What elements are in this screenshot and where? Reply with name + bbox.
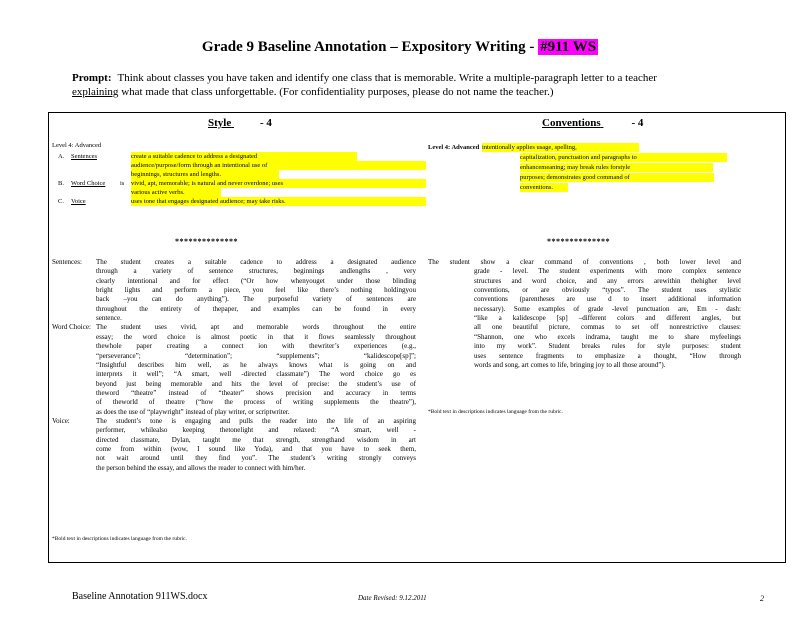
title-tag: #911 WS <box>540 39 597 55</box>
left-bold-note: *Bold text in descriptions indicates language from the rubric. <box>52 536 187 542</box>
conventions-header-label: Conventions <box>542 117 601 129</box>
voice-line-3: directed classmate, Dylan, taught me that strength, strengthand wisdom in art <box>96 435 416 444</box>
conventions-analysis <box>428 258 744 418</box>
conventions-analysis-line-4: conventions, or are obviously “typos”. The student uses stylistic <box>474 286 741 295</box>
conventions-line-5: conventions. <box>520 183 568 192</box>
style-rubric <box>52 141 432 221</box>
voice-line-2: performer, whilealso keeping thetonelight and relaxed: “A smart, well - <box>96 426 416 435</box>
title-main: Grade 9 Baseline Annotation – Expository Writing - <box>201 39 539 55</box>
conventions-analysis-line-12: words and song, art comes to life, bringing joy to all those around”). <box>474 360 666 369</box>
sentences-line-4: bright lights and perform a piece, you feel like there’s nothing holdingyou <box>96 286 416 295</box>
conventions-analysis-line-2: grade - level. The student experiments with more complex sentence <box>474 267 741 276</box>
style-b-line-2: various active verbs. <box>131 188 221 197</box>
style-a-name: Sentences <box>71 153 97 160</box>
footer-filename: Baseline Annotation 911WS.docx <box>72 591 208 602</box>
right-bold-note: *Bold text in descriptions indicates language from the rubric. <box>428 409 563 415</box>
style-analysis <box>52 258 416 548</box>
conventions-line-4: purposes; demonstrates good command of <box>520 173 714 182</box>
style-a-line-3: beginnings, structures and lengths. <box>131 170 279 179</box>
conventions-line-3: enhancemeaning; may break rules forstyle <box>520 163 713 172</box>
sentences-line-2: through a variety of sentence structures, beginnings andlengths , very <box>96 267 416 276</box>
style-b-name: Word Choice <box>71 180 106 187</box>
word-choice-line-3: thewhole paper creating a connect ion with thewriter’s experiences (e.g., <box>96 342 416 351</box>
word-choice-line-8: theword “theatre” instead of “theater” shows precision and accuracy in terms <box>96 388 416 397</box>
conventions-analysis-line-9: “Shannon, one who excels indrama, taught me to share myfeelings <box>474 332 741 341</box>
conventions-header-underline <box>601 117 629 129</box>
conventions-analysis-line-3: structures and word choice, and any errors arewithin thehigher level <box>474 276 741 285</box>
voice-line-6: the person behind the essay, and allows the reader to connect with him/her. <box>96 463 306 472</box>
style-c-name: Voice <box>71 198 86 205</box>
style-level: Level 4: Advanced <box>52 142 102 149</box>
conventions-header <box>542 117 643 129</box>
sentences-line-7: sentence. <box>96 314 122 323</box>
conventions-rubric <box>428 141 748 201</box>
conventions-level: Level 4: Advanced <box>428 144 480 151</box>
style-a-label: A. <box>58 153 65 160</box>
word-choice-line-9: of theworld of theatre (“how the process of writing supplements the theatre”), <box>96 398 416 407</box>
voice-line-5: not wait around until they find you”. The student’s writing strongly conveys <box>96 454 416 463</box>
conventions-header-score: - 4 <box>628 117 644 129</box>
conventions-analysis-line-1: The student show a clear command of conventions , both lower level and <box>428 258 741 266</box>
sentences-line-1: The student creates a suitable cadence to address a designated audience <box>96 258 416 266</box>
voice-label: Voice: <box>52 416 70 425</box>
conventions-analysis-line-7: “like a kalidescope [sp] –different colors and different angles, but <box>474 314 741 323</box>
sentences-label: Sentences: <box>52 258 82 266</box>
word-choice-line-7: beyond just being memorable and hits the level of precise: the student’s use of <box>96 379 416 388</box>
style-a-line-2: audience/purpose/form through an intentional use of <box>131 161 426 170</box>
word-choice-line-10: as does the use of “playwright” instead of play writer, or scriptwriter. <box>96 407 290 416</box>
conventions-analysis-line-10: into my work”. Student breaks rules for style purposes: student <box>474 342 741 351</box>
style-c-label: C. <box>58 198 64 205</box>
conventions-line-1: intentionally applies usage, spelling, <box>482 143 639 152</box>
prompt <box>72 71 752 99</box>
word-choice-label: Word Choice: <box>52 323 91 332</box>
conventions-analysis-line-8: all one beautiful picture, commas to set off nonrestrictive clauses: <box>474 323 741 332</box>
sentences-line-5: back –you can do anything”). The purposeful variety of sentences are <box>96 295 416 304</box>
footer-date-revised: Date Revised: 9.12.2011 <box>358 594 427 602</box>
style-header <box>208 117 272 129</box>
word-choice-line-4: “perseverance”; “determination”; “supplements”; “kalidescope[sp]”; <box>96 351 416 360</box>
style-b-is: is <box>120 180 125 187</box>
word-choice-line-2: essay; the word choice is almost poetic in that it flows seamlessly throughout <box>96 332 416 341</box>
prompt-label: Prompt: <box>72 72 112 84</box>
prompt-line1: Think about classes you have taken and identify one class that is memorable. Write a multiple-paragraph letter to a teacher <box>117 72 657 84</box>
word-choice-line-1: The student uses vivid, apt and memorable words throughout the entire <box>96 323 416 332</box>
prompt-line2: what made that class unforgettable. (For confidentiality purposes, please do not name the teacher.) <box>118 86 554 98</box>
sentences-line-3: clearly intentional and for effect (“Or how whenyouget under those blinding <box>96 276 416 285</box>
page-title <box>0 39 800 56</box>
word-choice-line-5: “Insightful describes him well, as he always knows what is going on and <box>96 360 416 369</box>
voice-line-1: The student’s tone is engaging and pulls the reader into the life of an aspiring <box>96 416 416 425</box>
style-b-label: B. <box>58 180 64 187</box>
conventions-analysis-line-6: necessary). Some examples of grade -level punctuation are, Em - dash: <box>474 304 741 313</box>
style-separator: ************** <box>175 237 238 246</box>
style-header-score: - 4 <box>257 117 272 129</box>
style-header-underline <box>231 117 257 129</box>
prompt-underlined-word: explaining <box>72 86 119 98</box>
voice-line-4: come from within (wow, I sound like Yoda), and that you have to seek them, <box>96 445 416 453</box>
word-choice-line-6: interprets it well”; “A smart, well -directed classmate”) The word choice go es <box>96 370 416 379</box>
style-header-label: Style <box>208 117 232 129</box>
sentences-line-6: throughout the entirety of thepaper, and examples can be found in every <box>96 304 416 313</box>
style-a-line-1: create a suitable cadence to address a designated <box>131 152 357 161</box>
conventions-line-2: capitalization, punctuation and paragraphs to <box>520 153 727 162</box>
conventions-analysis-line-5: conventions (parentheses are use d to insert additional information <box>474 295 741 304</box>
conventions-separator: ************** <box>547 237 610 246</box>
footer-page-number: 2 <box>760 594 764 603</box>
style-c-line-1: uses tone that engages designated audience; may take risks. <box>131 197 426 206</box>
conventions-analysis-line-11: uses sentence fragments to emphasize a thought, “How through <box>474 351 741 360</box>
style-b-line-1: vivid, apt, memorable; is natural and never overdone; uses <box>131 179 426 188</box>
